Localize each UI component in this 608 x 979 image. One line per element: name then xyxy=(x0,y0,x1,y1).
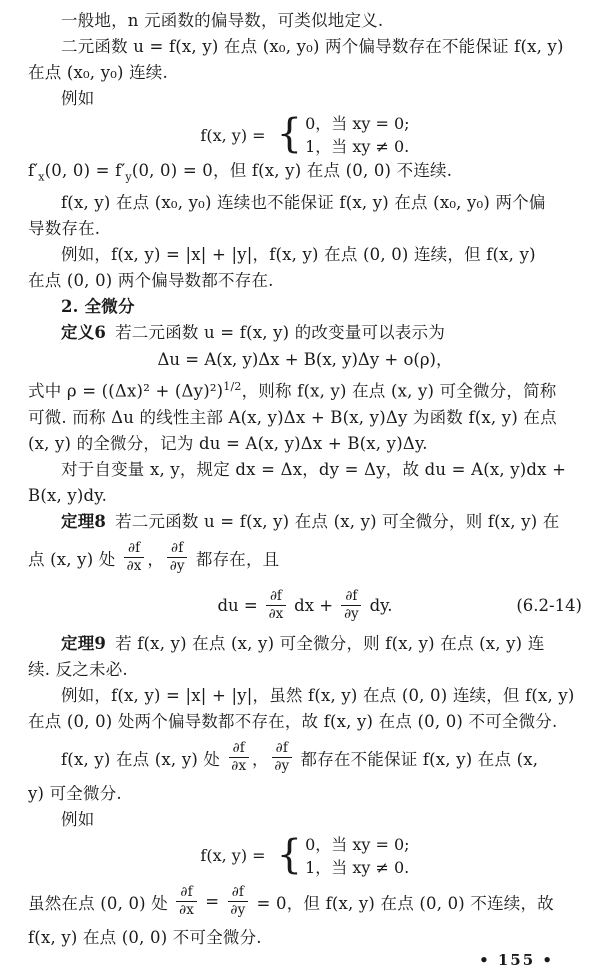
equation-delta-u: Δu = A(x, y)Δx + B(x, y)Δy + o(ρ)， xyxy=(157,350,453,370)
example-abs-line1: 例如，f(x, y) = |x| + |y|，f(x, y) 在点 (0, 0) 连续，但 f(x, y) xyxy=(61,245,536,265)
dx-plus: dx + xyxy=(288,596,339,616)
line-rho-definition xyxy=(28,374,582,405)
section-heading-total-differential: 2. 全微分 xyxy=(61,297,135,317)
para-two-partials-line2: 在点 (x₀, y₀) 连续. xyxy=(28,63,168,82)
para-continuity-line1: f(x, y) 在点 (x₀, y₀) 连续也不能保证 f(x, y) 在点 (x₀, y₀) 两个偏 xyxy=(61,193,546,213)
theorem-9-text: 若 f(x, y) 在点 (x, y) 可全微分，则 f(x, y) 在点 (x, y) 连 xyxy=(115,633,545,653)
f-prime: f′ xyxy=(28,161,39,180)
definition-6-line xyxy=(28,320,582,346)
comma-between-fracs: ， xyxy=(147,549,165,569)
partial-df-dy-fraction: $\frac{\partial f}{\partial y}$ xyxy=(167,541,187,575)
theorem-8-label: 定理8 xyxy=(61,511,107,531)
left-brace: { xyxy=(276,111,303,157)
page-number: • 155 • xyxy=(479,950,554,969)
theorem-9-line2: 续. 反之未必. xyxy=(28,659,128,679)
piecewise-case-1: 0，当 xy = 0; xyxy=(305,114,410,133)
piecewise-cases xyxy=(305,833,409,879)
piecewise-case-2: 1，当 xy ≠ 0. xyxy=(305,857,410,877)
line-partials-at-origin xyxy=(28,158,582,190)
rest-text: (0, 0) = 0，但 f(x, y) 在点 (0, 0) 不连续. xyxy=(131,161,453,180)
text-before-fracs: 点 (x, y) 处 xyxy=(28,549,121,569)
mid-text: (0, 0) = f′ xyxy=(44,161,126,180)
para-independent-vars-line2: B(x, y)dy. xyxy=(28,485,108,505)
dy-period: dy. xyxy=(364,596,393,616)
superscript-half: 1/2 xyxy=(223,380,242,394)
rho-text: 式中 ρ = ((Δx)² + (Δy)²) xyxy=(28,381,224,401)
du-equals: du = xyxy=(217,596,263,616)
conclusion-line2: f(x, y) 在点 (0, 0) 不可全微分. xyxy=(28,927,262,947)
text-after-fracs: = 0，但 f(x, y) 在点 (0, 0) 不连续，故 xyxy=(251,893,554,913)
partial-df-dx-fraction: $\frac{\partial f}{\partial x}$ xyxy=(266,589,286,623)
example-intro-2: 例如 xyxy=(61,809,95,829)
para-differentiable-line2: 可微. 而称 Δu 的线性主部 A(x, y)Δx + B(x, y)Δy 为函数 f(x, y) 在点 xyxy=(28,407,557,427)
para-continuity-line2: 导数存在. xyxy=(28,219,101,239)
para-independent-vars-line1: 对于自变量 x, y，规定 dx = Δx，dy = Δy，故 du = A(x, y)dx + xyxy=(61,459,567,479)
equals-between-fracs: = xyxy=(199,892,225,912)
piecewise-function-1 xyxy=(28,112,582,158)
theorem-8-line xyxy=(28,509,582,535)
theorem-9-line xyxy=(28,631,582,657)
example-abs2-line1: 例如，f(x, y) = |x| + |y|，虽然 f(x, y) 在点 (0, 0) 连续，但 f(x, y) xyxy=(61,685,575,705)
equation-6-2-14 xyxy=(28,581,582,631)
para-partials-exist-line1 xyxy=(28,735,582,781)
para-differentiable-line3: (x, y) 的全微分，记为 du = A(x, y)Δx + B(x, y)Δy. xyxy=(28,433,428,453)
partial-df-dx-fraction: $\frac{\partial f}{\partial x}$ xyxy=(124,541,144,575)
theorem-8-text: 若二元函数 u = f(x, y) 在点 (x, y) 可全微分，则 f(x, y) 在 xyxy=(115,511,560,531)
example-intro-1: 例如 xyxy=(61,89,95,108)
partial-df-dx-fraction: $\frac{\partial f}{\partial x}$ xyxy=(176,885,196,919)
definition-6-label: 定义6 xyxy=(61,323,107,343)
text-after-fracs: 都存在不能保证 f(x, y) 在点 (x, xyxy=(295,749,539,769)
partial-df-dy-fraction: $\frac{\partial f}{\partial y}$ xyxy=(341,589,361,623)
subscript-y: y xyxy=(125,170,132,184)
conclusion-line1 xyxy=(28,879,582,925)
piecewise-cases xyxy=(305,112,409,158)
partial-df-dy-fraction: $\frac{\partial f}{\partial y}$ xyxy=(228,885,248,919)
left-brace: { xyxy=(276,831,303,878)
piecewise-lhs: f(x, y) = xyxy=(200,846,271,866)
text-before-fracs: 虽然在点 (0, 0) 处 xyxy=(28,893,174,913)
partial-df-dy-fraction: $\frac{\partial f}{\partial y}$ xyxy=(272,741,292,775)
equation-number: (6.2-14) xyxy=(516,596,582,616)
para-partials-exist-line2: y) 可全微分. xyxy=(28,783,122,803)
partial-df-dx-fraction: $\frac{\partial f}{\partial x}$ xyxy=(229,741,249,775)
piecewise-case-2: 1，当 xy ≠ 0. xyxy=(305,137,410,156)
piecewise-function-2 xyxy=(28,833,582,879)
theorem-9-label: 定理9 xyxy=(61,633,107,653)
definition-6-text: 若二元函数 u = f(x, y) 的改变量可以表示为 xyxy=(115,323,446,343)
rho-rest: ，则称 f(x, y) 在点 (x, y) 可全微分，简称 xyxy=(241,381,557,401)
text-after-fracs: 都存在，且 xyxy=(190,549,280,569)
para-two-partials-line1: 二元函数 u = f(x, y) 在点 (x₀, y₀) 两个偏导数存在不能保证 f(x, y) xyxy=(61,37,564,56)
para-n-variable-note: 一般地，n 元函数的偏导数，可类似地定义. xyxy=(61,11,384,30)
subscript-x: x xyxy=(38,170,45,184)
text-before-fracs: f(x, y) 在点 (x, y) 处 xyxy=(61,749,226,769)
piecewise-case-1: 0，当 xy = 0; xyxy=(305,834,410,854)
piecewise-lhs: f(x, y) = xyxy=(200,125,271,145)
comma-between-fracs: ， xyxy=(251,749,269,769)
example-abs2-line2: 在点 (0, 0) 处两个偏导数都不存在，故 f(x, y) 在点 (0, 0) 不可全微分. xyxy=(28,711,558,731)
theorem-8-partials-line xyxy=(28,535,582,581)
example-abs-line2: 在点 (0, 0) 两个偏导数都不存在. xyxy=(28,271,274,291)
